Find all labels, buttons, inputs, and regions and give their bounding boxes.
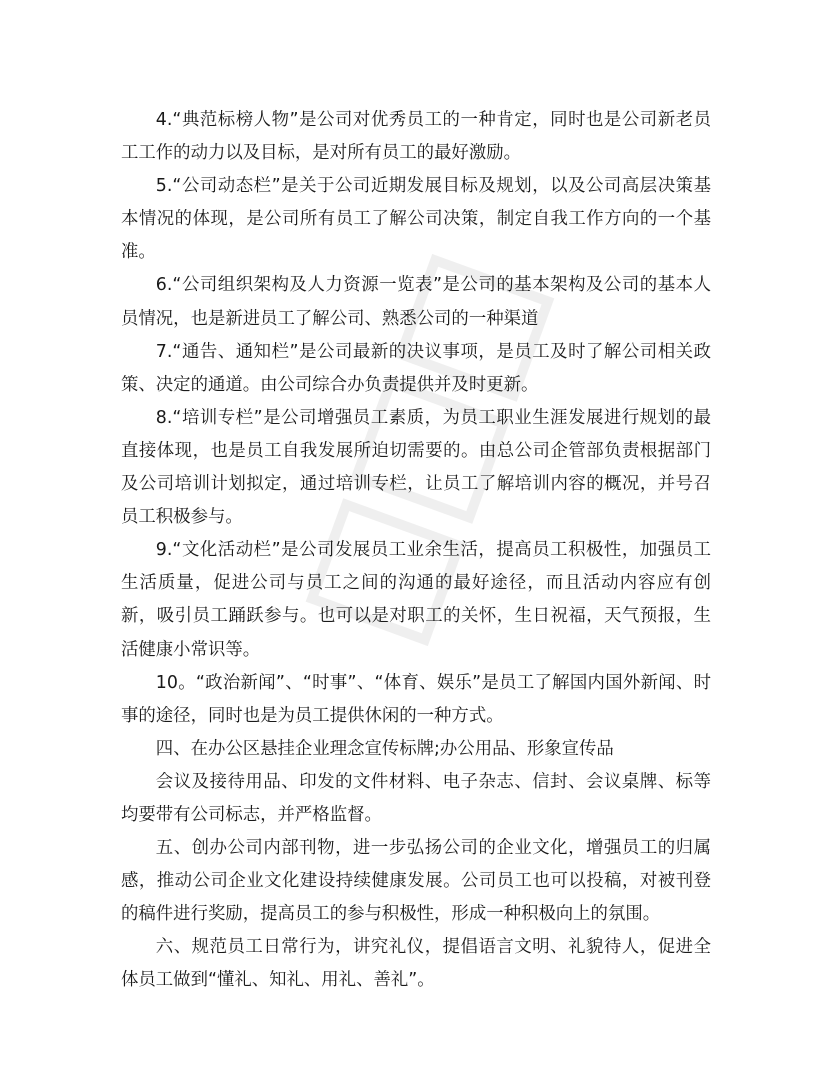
- document-body: [121, 104, 711, 998]
- paragraph-item-10: 10。“政治新闻”、“时事”、“体育、娱乐”是员工了解国内国外新闻、时事的途径，同时也是为员工提供休闲的一种方式。: [121, 672, 711, 726]
- paragraph-item-4: 4.“典范标榜人物”是公司对优秀员工的一种肯定，同时也是公司新老员工工作的动力以及目标，是对所有员工的最好激励。: [121, 110, 711, 164]
- section-heading-6: 六、规范员工日常行为，讲究礼仪，提倡语言文明、礼貌待人，促进全体员工做到“懂礼、知礼、用礼、善礼”。: [121, 937, 711, 991]
- paragraph-item-6: 6.“公司组织架构及人力资源一览表”是公司的基本架构及公司的基本人员情况，也是新进员工了解公司、熟悉公司的一种渠道: [121, 275, 711, 329]
- section-heading-5: 五、创办公司内部刊物，进一步弘扬公司的企业文化，增强员工的归属感，推动公司企业文化建设持续健康发展。公司员工也可以投稿，对被刊登的稿件进行奖励，提高员工的参与积极性，形成一种积极向上的氛围。: [121, 838, 711, 925]
- section-heading-4: 四、在办公区悬挂企业理念宣传标牌;办公用品、形象宣传品: [155, 738, 614, 759]
- paragraph-item-9: 9.“文化活动栏”是公司发展员工业余生活，提高员工积极性，加强员工生活质量，促进公司与员工之间的沟通的最好途径，而且活动内容应有创新，吸引员工踊跃参与。也可以是对职工的关怀，生日祝福，天气预报，生活健康小常识等。: [121, 540, 711, 660]
- paragraph-item-7: 7.“通告、通知栏”是公司最新的决议事项，是员工及时了解公司相关政策、决定的通道。由公司综合办负责提供并及时更新。: [121, 341, 711, 395]
- paragraph-item-8: 8.“培训专栏”是公司增强员工素质，为员工职业生涯发展进行规划的最直接体现，也是员工自我发展所迫切需要的。由总公司企管部负责根据部门及公司培训计划拟定，通过培训专栏，让员工了解培训内容的概况，并号召员工积极参与。: [121, 407, 711, 528]
- paragraph-item-5: 5.“公司动态栏”是关于公司近期发展目标及规划，以及公司高层决策基本情况的体现，是公司所有员工了解公司决策，制定自我工作方向的一个基准。: [121, 176, 711, 263]
- paragraph-section-4-body: 会议及接待用品、印发的文件材料、电子杂志、信封、会议桌牌、标等均要带有公司标志，并严格监督。: [121, 771, 711, 825]
